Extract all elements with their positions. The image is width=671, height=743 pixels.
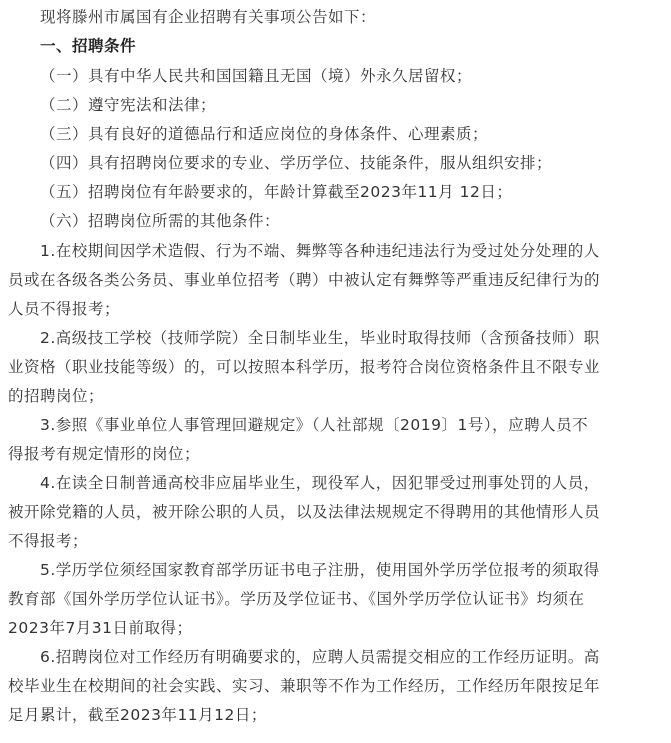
- sub-item-line: 6.招聘岗位对工作经历有明确要求的，应聘人员需提交相应的工作经历证明。高: [40, 648, 600, 666]
- sub-item-line: 5.学历学位须经国家教育部学历证书电子注册，使用国外学历学位报考的须取得: [40, 561, 600, 579]
- intro-line: 现将滕州市属国有企业招聘有关事项公告如下：: [40, 8, 377, 26]
- condition-item: （六）招聘岗位所需的其他条件：: [40, 212, 281, 230]
- condition-item: （五）招聘岗位有年龄要求的，年龄计算截至2023年11月 12日；: [40, 183, 513, 201]
- sub-item-line: 不得报考；: [8, 532, 89, 550]
- sub-item-line: 2023年7月31日前取得；: [8, 619, 193, 637]
- sub-item-line: 2.高级技工学校（技师学院）全日制毕业生，毕业时取得技师（含预备技师）职: [40, 329, 600, 347]
- condition-item: （一）具有中华人民共和国国籍且无国（境）外永久居留权；: [40, 67, 473, 85]
- sub-item-line: 4.在读全日制普通高校非应届毕业生，现役军人，因犯罪受过刑事处罚的人员，: [40, 474, 600, 492]
- sub-item-line: 1.在校期间因学术造假、行为不端、舞弊等各种违纪违法行为受过处分处理的人: [40, 242, 600, 260]
- sub-item-line: 足月累计，截至2023年11月12日；: [8, 706, 267, 724]
- sub-item-line: 的招聘岗位；: [8, 387, 105, 405]
- condition-item: （四）具有招聘岗位要求的专业、学历学位、技能条件，服从组织安排；: [40, 154, 553, 172]
- sub-item-line: 得报考有规定情形的岗位；: [8, 445, 201, 463]
- sub-item-line: 教育部《国外学历学位认证书》。学历及学位证书、《国外学历学位认证书》均须在: [8, 590, 585, 608]
- sub-item-line: 人员不得报考；: [8, 300, 121, 318]
- sub-item-line: 3.参照《事业单位人事管理回避规定》（人社部规〔2019〕1号），应聘人员不: [40, 416, 589, 434]
- sub-item-line: 业资格（职业技能等级）的，可以按照本科学历，报考符合岗位资格条件且不限专业: [8, 358, 601, 376]
- condition-item: （二）遵守宪法和法律；: [40, 96, 217, 114]
- sub-item-line: 员或在各级各类公务员、事业单位招考（聘）中被认定有舞弊等严重违反纪律行为的: [8, 271, 601, 289]
- section-heading: 一、招聘条件: [40, 37, 137, 55]
- sub-item-line: 被开除党籍的人员，被开除公职的人员，以及法律法规规定不得聘用的其他情形人员: [8, 503, 601, 521]
- sub-item-line: 校毕业生在校期间的社会实践、实习、兼职等不作为工作经历，工作经历年限按足年: [8, 677, 601, 695]
- condition-item: （三）具有良好的道德品行和适应岗位的身体条件、心理素质；: [40, 125, 489, 143]
